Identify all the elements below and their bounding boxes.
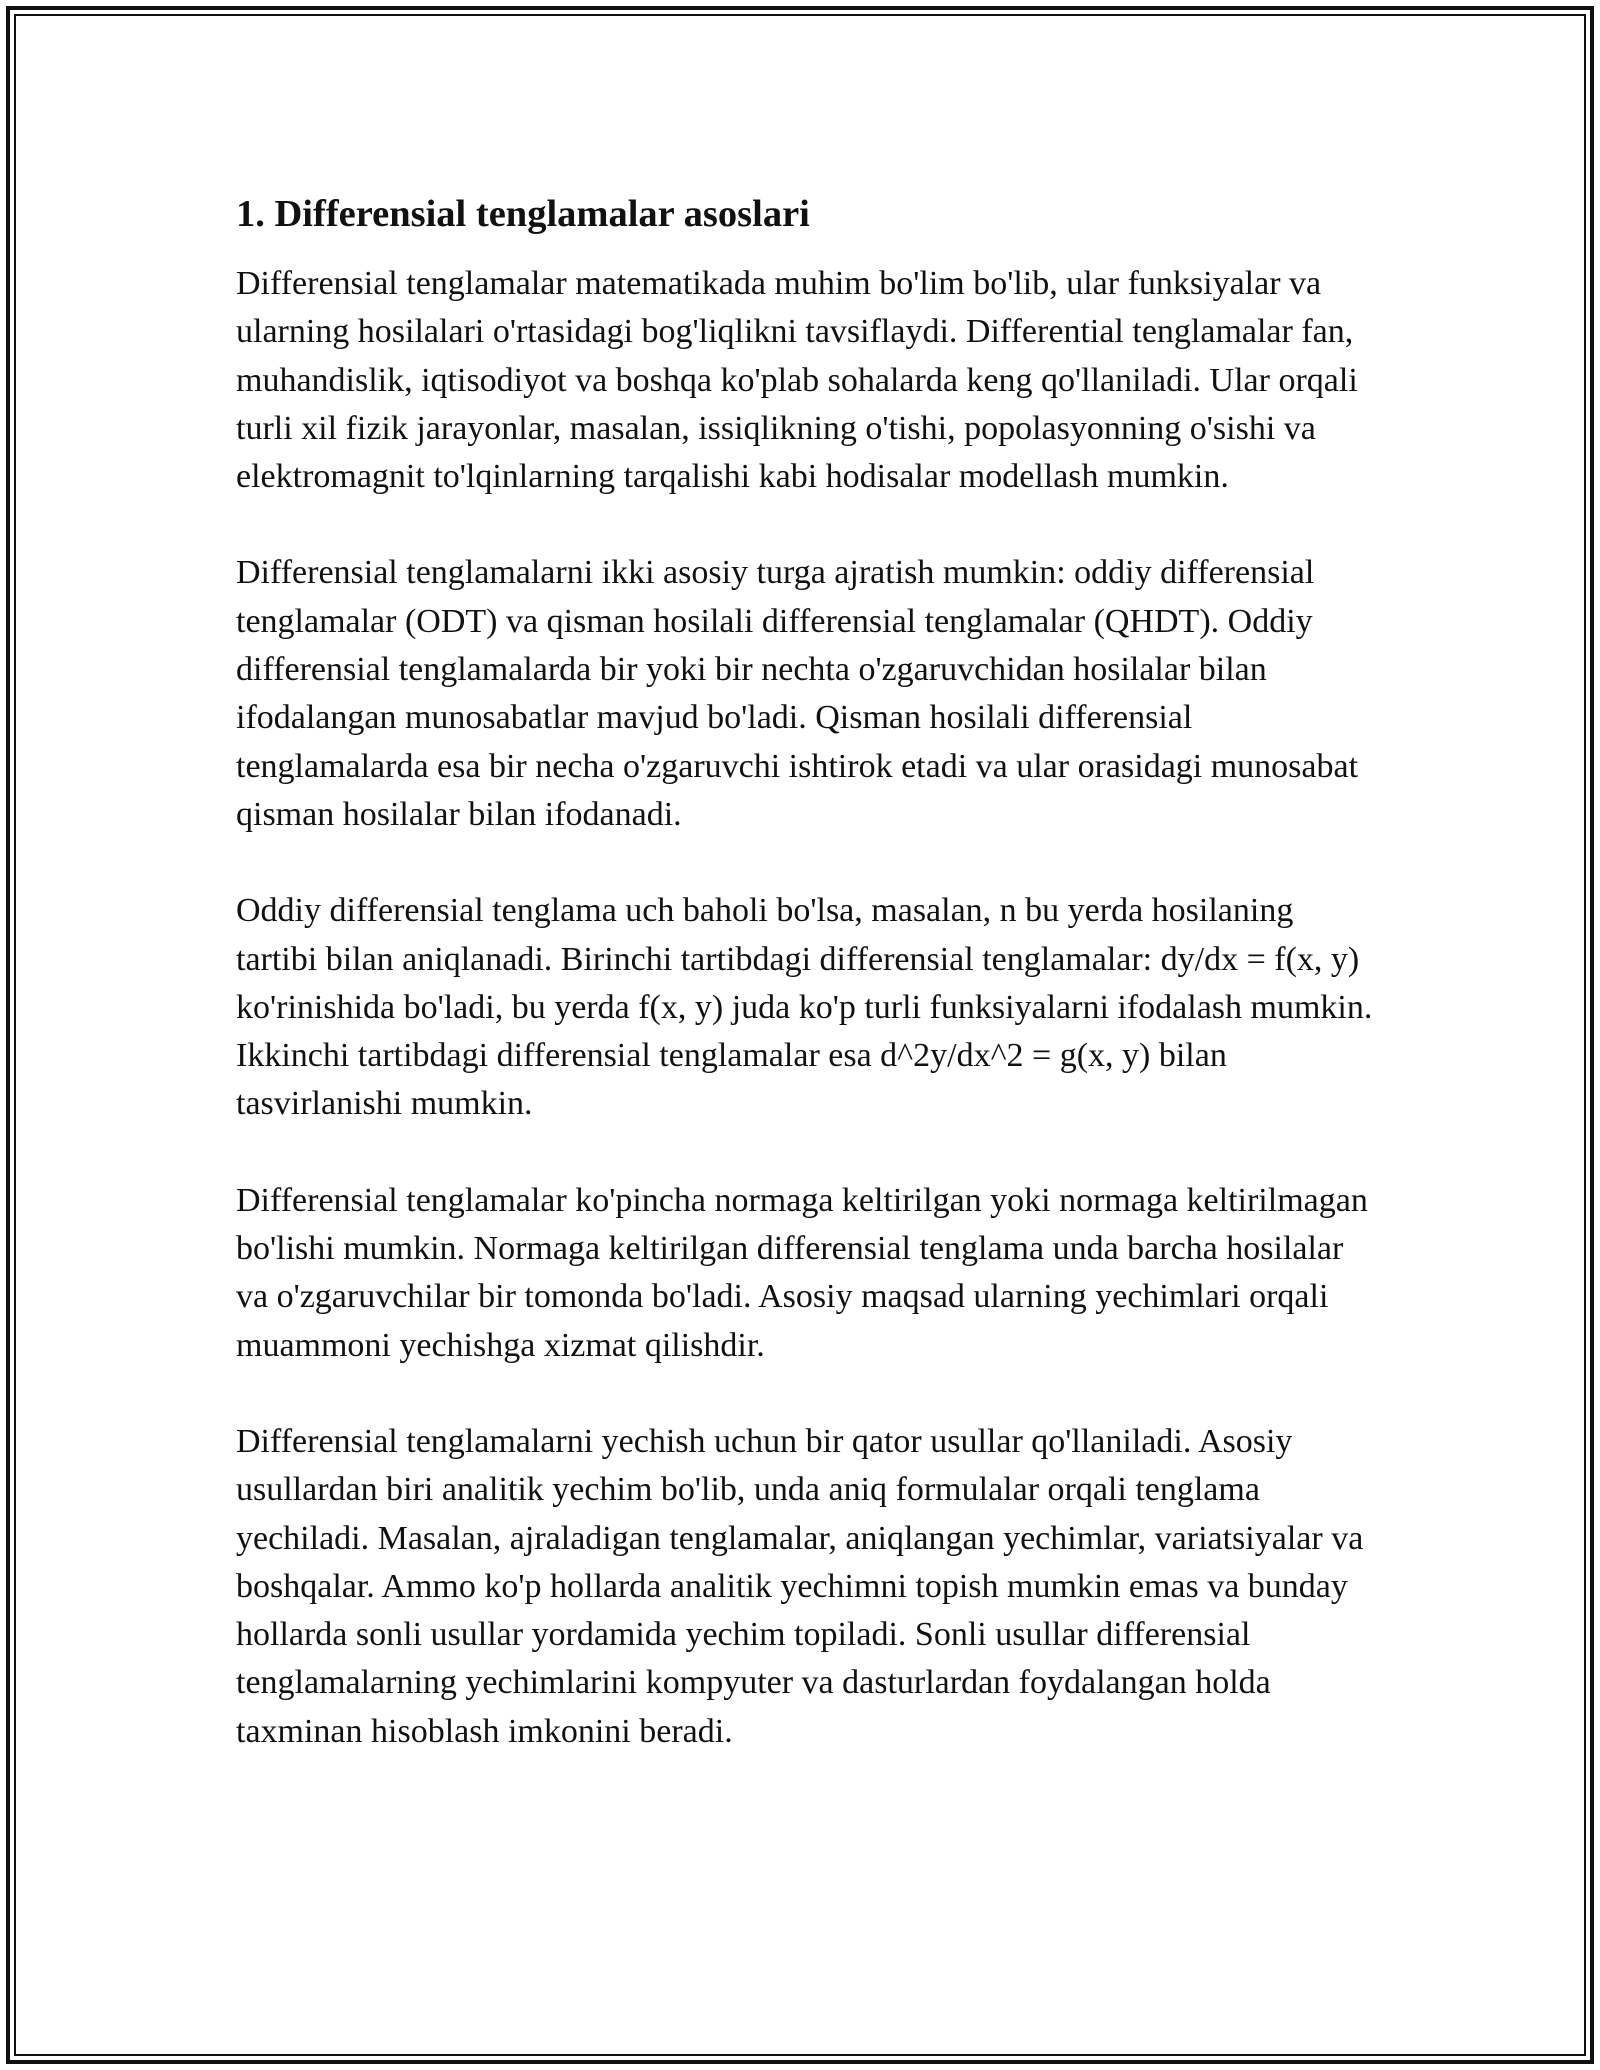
paragraph-1: Differensial tenglamalar matematikada muhim bo'lim bo'lib, ular funksiyalar va ularning hosilalari o'rtasidagi bog'liqlikni tavsiflaydi. Differential tenglamalar fan, muhandislik, iqtisodiyot va boshqa ko'plab sohalarda keng qo'llaniladi. Ular orqali turli xil fizik jarayonlar, masalan, issiqlikning o'tishi, popolasyonning o'sishi va elektromagnit to'lqinlarning tarqalishi kabi hodisalar modellash mumkin.	[236, 265, 1358, 496]
paragraph-2: Differensial tenglamalarni ikki asosiy turga ajratish mumkin: oddiy differensial tenglamalar (ODT) va qisman hosilali differensial tenglamalar (QHDT). Oddiy differensial tenglamalarda bir yoki bir nechta o'zgaruvchidan hosilalar bilan ifodalangan munosabatlar mavjud bo'ladi. Qisman hosilali differensial tenglamalarda esa bir necha o'zgaruvchi ishtirok etadi va ular orasidagi munosabat qisman hosilalar bilan ifodanadi.	[236, 554, 1359, 833]
paragraph-5: Differensial tenglamalarni yechish uchun bir qator usullar qo'llaniladi. Asosiy usullardan biri analitik yechim bo'lib, unda aniq formulalar orqali tenglama yechiladi. Masalan, ajraladigan tenglamalar, aniqlangan yechimlar, variatsiyalar va boshqalar. Ammo ko'p hollarda analitik yechimni topish mumkin emas va bunday hollarda sonli usullar yordamida yechim topiladi. Sonli usullar differensial tenglamalarning yechimlarini kompyuter va dasturlardan foydalangan holda taxminan hisoblash imkonini beradi.	[236, 1422, 1364, 1750]
section-heading: 1. Differensial tenglamalar asoslari	[236, 193, 810, 235]
document-body	[236, 188, 1376, 1804]
paragraph-4: Differensial tenglamalar ko'pincha normaga keltirilgan yoki normaga keltirilmagan bo'lishi mumkin. Normaga keltirilgan differensial tenglama unda barcha hosilalar va o'zgaruvchilar bir tomonda bo'ladi. Asosiy maqsad ularning yechimlari orqali muammoni yechishga xizmat qilishdir.	[236, 1181, 1368, 1364]
paragraph-3: Oddiy differensial tenglama uch baholi bo'lsa, masalan, n bu yerda hosilaning tartibi bilan aniqlanadi. Birinchi tartibdagi differensial tenglamalar: dy/dx = f(x, y) ko'rinishida bo'ladi, bu yerda f(x, y) juda ko'p turli funksiyalarni ifodalash mumkin. Ikkinchi tartibdagi differensial tenglamalar esa d^2y/dx^2 = g(x, y) bilan tasvirlanishi mumkin.	[236, 892, 1373, 1123]
